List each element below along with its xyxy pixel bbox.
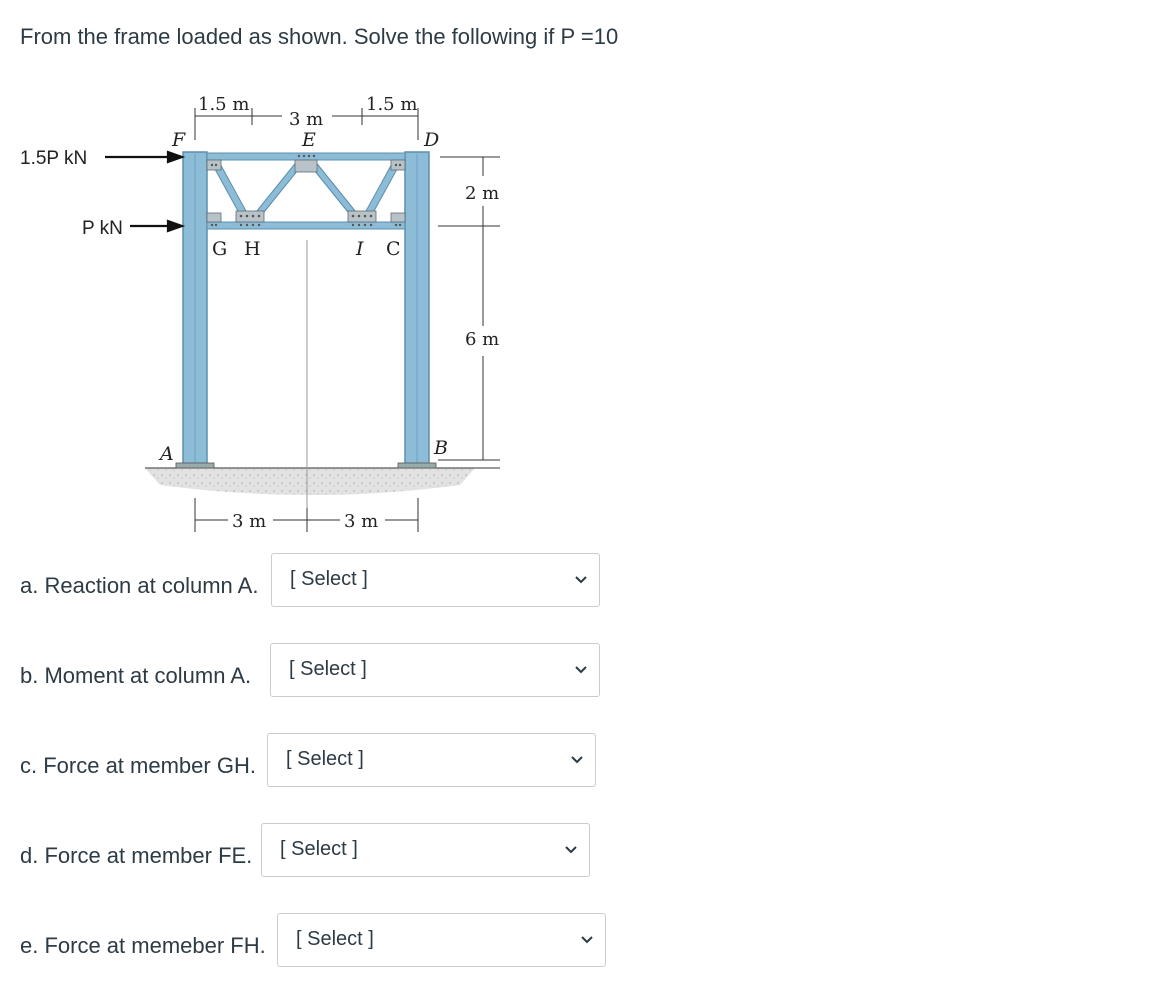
chevron-down-icon: [563, 842, 579, 858]
question-c-value: [ Select ]: [286, 748, 364, 770]
node-label-I: I: [356, 238, 364, 260]
dim-bottom-left: 3 m: [232, 511, 267, 532]
question-a-value: [ Select ]: [290, 568, 368, 590]
question-b-label: b. Moment at column A.: [20, 663, 252, 688]
node-label-E: E: [302, 129, 316, 151]
chevron-down-icon: [569, 752, 585, 768]
question-c-label: c. Force at member GH.: [20, 753, 256, 778]
load-label-mid: P kN: [82, 218, 123, 239]
question-e-value: [ Select ]: [296, 928, 374, 950]
question-b-value: [ Select ]: [289, 658, 367, 680]
chevron-down-icon: [579, 932, 595, 948]
question-a-label: a. Reaction at column A.: [20, 573, 259, 598]
dim-top-mid: 3 m: [289, 109, 324, 130]
node-label-G: G: [212, 238, 228, 260]
top-chord: [207, 153, 405, 160]
question-prompt: From the frame loaded as shown. Solve the following if P =10: [20, 24, 619, 49]
chevron-down-icon: [573, 662, 589, 678]
load-label-top: 1.5P kN: [20, 148, 88, 169]
bottom-chord: [207, 222, 405, 229]
chevron-down-icon: [573, 572, 589, 588]
frame-diagram: [0, 80, 560, 540]
node-label-H: H: [244, 238, 261, 260]
question-c-select[interactable]: [267, 733, 596, 787]
question-e-select[interactable]: [277, 913, 606, 967]
question-d-select[interactable]: [261, 823, 590, 877]
dim-bottom-right: 3 m: [344, 511, 379, 532]
question-b-select[interactable]: [270, 643, 600, 697]
node-label-C: C: [386, 238, 401, 260]
node-label-F: F: [172, 129, 186, 151]
question-d-value: [ Select ]: [280, 838, 358, 860]
dim-right-lower: 6 m: [465, 329, 500, 350]
dim-right-upper: 2 m: [465, 183, 500, 204]
question-a-select[interactable]: [271, 553, 600, 607]
question-d-label: d. Force at member FE.: [20, 843, 253, 868]
node-label-B: B: [434, 437, 448, 459]
dim-top-right: 1.5 m: [366, 94, 418, 115]
node-label-A: A: [160, 443, 174, 465]
question-e-label: e. Force at memeber FH.: [20, 933, 266, 958]
dim-top-left: 1.5 m: [198, 94, 250, 115]
ground: [145, 468, 475, 495]
node-label-D: D: [424, 129, 440, 151]
